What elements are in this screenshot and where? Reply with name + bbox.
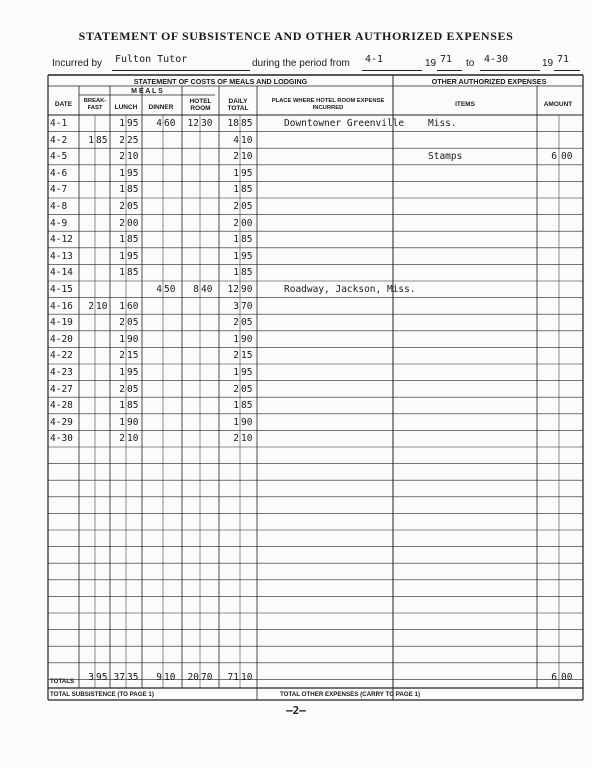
daily-total-header: DAILY TOTAL xyxy=(227,98,249,112)
cell-l-c: 10 xyxy=(127,151,139,163)
cell-l-d: 1 xyxy=(119,118,125,129)
cell-d-c: 50 xyxy=(164,284,176,295)
total-subsistence-label: TOTAL SUBSISTENCE (TO PAGE 1) xyxy=(50,691,154,698)
cell-date: 4-28 xyxy=(50,400,73,412)
date-header: DATE xyxy=(54,101,73,108)
cell-d-d: 4 xyxy=(156,284,162,295)
cell-l-d: 2 xyxy=(119,350,125,362)
total-l-d: 37 xyxy=(113,672,125,683)
cell-t-d: 1 xyxy=(233,167,239,179)
cell-a-d: 6 xyxy=(551,151,557,163)
cell-t-c: 00 xyxy=(241,217,253,229)
cell-l-d: 1 xyxy=(119,333,125,345)
dinner-header: DINNER xyxy=(148,104,174,111)
cell-date: 4-14 xyxy=(50,267,73,279)
cell-date: 4-2 xyxy=(50,134,68,146)
total-l-c: 35 xyxy=(127,672,139,683)
cell-l-c: 85 xyxy=(127,267,139,279)
cell-date: 4-22 xyxy=(50,350,73,362)
cell-l-c: 95 xyxy=(127,250,139,262)
incurred-by-value: Fulton Tutor xyxy=(115,54,188,65)
cell-d-c: 60 xyxy=(164,118,176,129)
cell-t-c: 90 xyxy=(241,333,253,345)
cell-t-d: 12 xyxy=(227,284,239,295)
cell-l-d: 2 xyxy=(119,151,125,163)
cell-l-c: 60 xyxy=(127,300,139,312)
total-t-c: 10 xyxy=(241,672,253,683)
cell-t-c: 85 xyxy=(241,184,253,196)
cell-date: 4-7 xyxy=(50,184,68,196)
other-expenses-header: OTHER AUTHORIZED EXPENSES xyxy=(431,77,547,86)
cell-t-d: 1 xyxy=(233,184,239,196)
cell-l-d: 1 xyxy=(119,300,125,312)
cell-l-c: 85 xyxy=(127,234,139,246)
cell-t-d: 1 xyxy=(233,400,239,412)
total-b-c: 95 xyxy=(96,672,108,683)
cell-date: 4-19 xyxy=(50,317,73,329)
cell-t-c: 90 xyxy=(241,284,253,295)
cell-date: 4-30 xyxy=(50,433,73,445)
cell-t-d: 2 xyxy=(233,201,239,212)
cell-l-d: 2 xyxy=(119,317,125,329)
cell-t-d: 2 xyxy=(233,151,239,163)
cell-t-c: 85 xyxy=(241,118,253,129)
cell-l-c: 05 xyxy=(127,383,139,395)
period-from: 4-1 xyxy=(365,54,384,65)
cell-l-d: 1 xyxy=(119,267,125,279)
cell-place: Roadway, Jackson, Miss. xyxy=(284,284,416,295)
cell-l-d: 1 xyxy=(119,367,125,378)
cell-t-c: 10 xyxy=(241,151,253,163)
cell-l-c: 25 xyxy=(127,134,139,146)
cell-t-d: 1 xyxy=(233,250,239,262)
cell-date: 4-1 xyxy=(50,118,68,129)
cell-l-d: 1 xyxy=(119,250,125,262)
cell-b-d: 2 xyxy=(88,300,94,312)
cell-h-d: 8 xyxy=(193,284,199,295)
meals-lodging-header: STATEMENT OF COSTS OF MEALS AND LODGING xyxy=(133,77,308,86)
cell-date: 4-15 xyxy=(50,284,73,295)
cell-l-c: 95 xyxy=(127,118,139,129)
cell-t-d: 18 xyxy=(227,118,239,129)
year-to: 71 xyxy=(557,54,570,65)
cell-a-c: 00 xyxy=(561,151,573,163)
place-header: PLACE WHERE HOTEL ROOM EXPENSE INCURRED xyxy=(271,98,385,111)
cell-place: Downtowner Greenville xyxy=(284,118,405,129)
cell-t-d: 2 xyxy=(233,383,239,395)
cell-item: Stamps xyxy=(428,151,463,163)
cell-date: 4-12 xyxy=(50,234,73,246)
period-to: 4-30 xyxy=(484,54,509,65)
cell-l-c: 85 xyxy=(127,400,139,412)
page-number: —2— xyxy=(286,704,306,717)
to-label: to xyxy=(466,58,475,69)
cell-h-c: 30 xyxy=(201,118,213,129)
total-b-d: 3 xyxy=(88,672,94,683)
cell-date: 4-6 xyxy=(50,167,68,179)
cell-l-d: 1 xyxy=(119,167,125,179)
total-h-c: 70 xyxy=(201,672,213,683)
cell-b-c: 85 xyxy=(96,134,108,146)
cell-date: 4-9 xyxy=(50,217,68,229)
cell-t-c: 10 xyxy=(241,433,253,445)
year-from: 71 xyxy=(440,54,453,65)
cell-date: 4-8 xyxy=(50,201,68,212)
period-label: during the period from xyxy=(252,58,350,69)
cell-t-c: 85 xyxy=(241,400,253,412)
total-h-d: 20 xyxy=(187,672,199,683)
cell-h-c: 40 xyxy=(201,284,213,295)
cell-t-c: 95 xyxy=(241,250,253,262)
cell-date: 4-23 xyxy=(50,367,73,378)
items-header: ITEMS xyxy=(455,101,475,108)
cell-t-c: 90 xyxy=(241,416,253,428)
cell-t-c: 85 xyxy=(241,234,253,246)
cell-b-d: 1 xyxy=(88,134,94,146)
hotel-room-header: HOTEL ROOM xyxy=(189,98,212,112)
cell-t-d: 1 xyxy=(233,367,239,378)
cell-l-c: 10 xyxy=(127,433,139,445)
amount-header: AMOUNT xyxy=(543,101,573,108)
lunch-header: LUNCH xyxy=(114,104,138,111)
cell-date: 4-29 xyxy=(50,416,73,428)
cell-date: 4-27 xyxy=(50,383,73,395)
cell-t-d: 2 xyxy=(233,317,239,329)
year-prefix-1: 19 xyxy=(425,58,437,69)
total-d-d: 9 xyxy=(156,672,162,683)
cell-l-d: 1 xyxy=(119,184,125,196)
total-a-c: 00 xyxy=(561,672,573,683)
cell-t-d: 3 xyxy=(233,300,239,312)
cell-t-d: 2 xyxy=(233,217,239,229)
total-t-d: 71 xyxy=(227,672,239,683)
cell-h-d: 12 xyxy=(187,118,199,129)
meals-header: M E A L S xyxy=(131,88,163,95)
cell-t-d: 1 xyxy=(233,234,239,246)
cell-l-c: 15 xyxy=(127,350,139,362)
incurred-by-label: Incurred by xyxy=(52,58,103,69)
total-d-c: 10 xyxy=(164,672,176,683)
cell-t-c: 05 xyxy=(241,383,253,395)
cell-date: 4-13 xyxy=(50,250,73,262)
totals-label: TOTALS xyxy=(50,678,75,685)
cell-l-c: 90 xyxy=(127,333,139,345)
cell-t-d: 2 xyxy=(233,350,239,362)
cell-l-c: 05 xyxy=(127,201,139,212)
cell-t-c: 05 xyxy=(241,201,253,212)
cell-l-c: 95 xyxy=(127,367,139,378)
cell-l-d: 1 xyxy=(119,234,125,246)
cell-t-d: 1 xyxy=(233,267,239,279)
cell-t-c: 70 xyxy=(241,300,253,312)
cell-l-d: 2 xyxy=(119,433,125,445)
cell-date: 4-20 xyxy=(50,333,73,345)
cell-l-c: 05 xyxy=(127,317,139,329)
year-prefix-2: 19 xyxy=(542,58,554,69)
cell-l-d: 2 xyxy=(119,201,125,212)
cell-l-c: 85 xyxy=(127,184,139,196)
cell-l-d: 2 xyxy=(119,134,125,146)
cell-l-d: 2 xyxy=(119,217,125,229)
cell-t-c: 15 xyxy=(241,350,253,362)
cell-b-c: 10 xyxy=(96,300,108,312)
cell-t-c: 85 xyxy=(241,267,253,279)
cell-t-c: 95 xyxy=(241,367,253,378)
cell-l-d: 1 xyxy=(119,416,125,428)
cell-l-d: 2 xyxy=(119,383,125,395)
total-a-d: 6 xyxy=(551,672,557,683)
cell-l-c: 90 xyxy=(127,416,139,428)
cell-l-c: 95 xyxy=(127,167,139,179)
cell-t-d: 4 xyxy=(233,134,239,146)
cell-t-d: 1 xyxy=(233,416,239,428)
cell-item: Miss. xyxy=(428,118,457,129)
form-title: STATEMENT OF SUBSISTENCE AND OTHER AUTHORIZED EXPENSES xyxy=(78,29,514,43)
cell-t-c: 10 xyxy=(241,134,253,146)
cell-t-d: 1 xyxy=(233,333,239,345)
breakfast-header: BREAK-FAST xyxy=(83,98,107,111)
cell-t-d: 2 xyxy=(233,433,239,445)
total-other-label: TOTAL OTHER EXPENSES (CARRY TO PAGE 1) xyxy=(280,691,421,698)
cell-l-c: 00 xyxy=(127,217,139,229)
cell-date: 4-16 xyxy=(50,300,73,312)
cell-date: 4-5 xyxy=(50,151,68,163)
cell-t-c: 05 xyxy=(241,317,253,329)
cell-d-d: 4 xyxy=(156,118,162,129)
cell-t-c: 95 xyxy=(241,167,253,179)
cell-l-d: 1 xyxy=(119,400,125,412)
